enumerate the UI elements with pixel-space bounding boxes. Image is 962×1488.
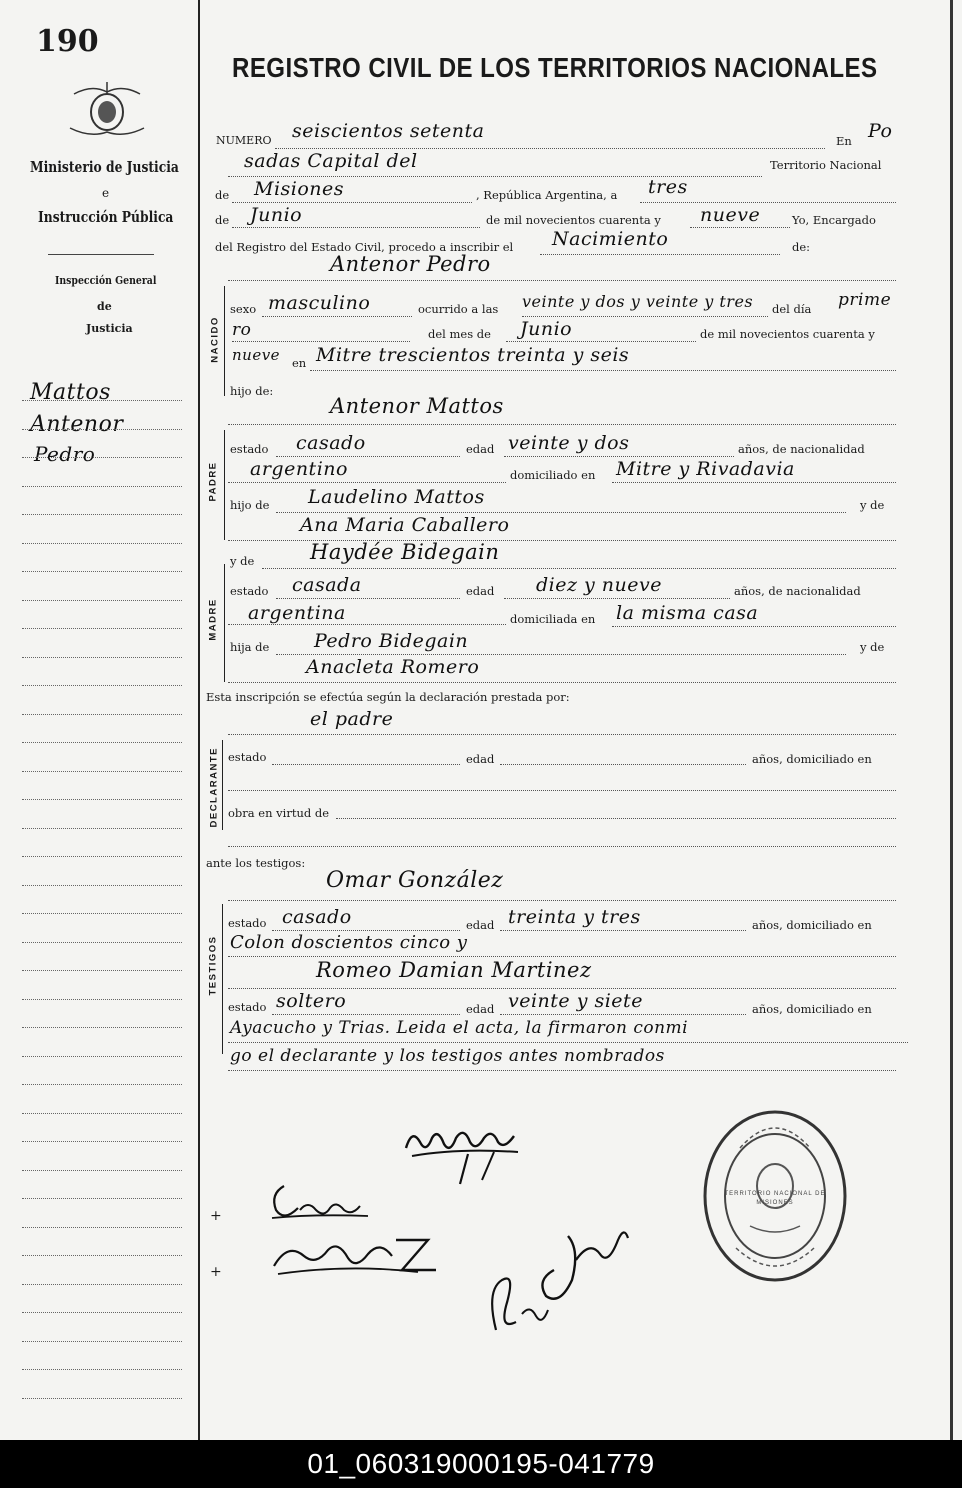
margin-line	[22, 1113, 182, 1114]
signature-declarante	[398, 1108, 528, 1188]
inspection-line-1: Inspección General	[55, 274, 157, 287]
declarante-dom-line	[228, 790, 896, 791]
inspection-line-2: de	[97, 300, 112, 313]
year-label: de mil novecientos cuarenta y	[486, 213, 661, 227]
margin-line	[22, 457, 182, 458]
testigo2-domicilio-value: Ayacucho y Trias. Leida el acta, la firmaron conmi	[230, 1018, 689, 1038]
padre-estado-value: casado	[296, 432, 366, 454]
declarante-extra-line	[228, 846, 896, 847]
declarante-name-line	[228, 734, 896, 735]
margin-line	[22, 771, 182, 772]
testigo1-edad-value: treinta y tres	[508, 906, 641, 928]
margin-line	[22, 1398, 182, 1399]
testigos-intro-label: ante los testigos:	[206, 856, 306, 870]
en-value: Po	[868, 120, 893, 142]
numero-line	[275, 148, 825, 149]
testigo2-estado-line	[272, 1014, 460, 1015]
madre-dom-line	[612, 626, 896, 627]
madre-nac-line	[228, 624, 506, 625]
inspection-line-3: Justicia	[86, 322, 133, 335]
dia-value-1: prime	[838, 290, 892, 310]
margin-line	[22, 742, 182, 743]
signature-testigo-1	[264, 1176, 374, 1228]
padre-edad-label: edad	[466, 442, 495, 456]
territorio-label: Territorio Nacional	[770, 158, 882, 172]
closing-value: go el declarante y los testigos antes nombrados	[230, 1046, 665, 1066]
territory-line	[232, 202, 472, 203]
numero-label: NUMERO	[216, 134, 272, 147]
padre-name: Antenor Mattos	[330, 394, 504, 418]
testigo1-estado-value: casado	[282, 906, 352, 928]
madre-domicilio-value: la misma casa	[616, 602, 759, 624]
padre-hijo-label: hijo de	[230, 498, 270, 512]
sexo-label: sexo	[230, 302, 257, 316]
margin-line	[22, 1141, 182, 1142]
sexo-line	[262, 316, 412, 317]
margin-line	[22, 1227, 182, 1228]
ministry-line-1: Ministerio de Justicia	[30, 158, 179, 176]
testigo1-domicilio-value: Colon doscientos cinco y	[230, 932, 468, 953]
acto-line	[540, 254, 780, 255]
nacido-en-label: en	[292, 356, 307, 370]
margin-line	[22, 628, 182, 629]
madre-abuelo-line	[276, 654, 846, 655]
margin-line	[22, 1341, 182, 1342]
de2-label: de	[215, 213, 230, 227]
testigo2-anios-label: años, domiciliado en	[752, 1002, 872, 1016]
margin-line	[22, 429, 182, 430]
hora-value: veinte y dos y veinte y tres	[522, 292, 754, 311]
en-label: En	[836, 134, 852, 148]
margin-line	[22, 856, 182, 857]
madre-estado-value: casada	[292, 574, 362, 596]
page-title: REGISTRO CIVIL DE LOS TERRITORIOS NACIONALES	[232, 52, 878, 83]
testigo1-estado-line	[272, 930, 460, 931]
page-edge	[950, 0, 953, 1440]
place-value: sadas Capital del	[244, 150, 418, 172]
margin-line	[22, 942, 182, 943]
margin-line	[22, 1255, 182, 1256]
margin-line	[22, 999, 182, 1000]
margin-line	[22, 400, 182, 401]
ocurrido-label: ocurrido a las	[418, 302, 499, 316]
mes-line	[506, 341, 696, 342]
testigo1-edad-line	[500, 930, 746, 931]
margin-line	[22, 1312, 182, 1313]
declarante-intro-label: Esta inscripción se efectúa según la declaración prestada por:	[206, 690, 570, 704]
margin-second-name: Pedro	[34, 442, 96, 466]
padre-domiciliado-label: domiciliado en	[510, 468, 596, 482]
madre-hija-label: hija de	[230, 640, 270, 654]
day-line	[640, 202, 896, 203]
barcode-id: 01_060319000195-041779	[0, 1440, 962, 1488]
madre-anios-label: años, de nacionalidad	[734, 584, 861, 598]
signature-testigo-2	[268, 1226, 448, 1282]
testigo2-edad-label: edad	[466, 1002, 495, 1016]
margin-first-name: Antenor	[30, 412, 124, 437]
declarante-section-label: DECLARANTE	[208, 747, 220, 828]
day-value: tres	[648, 176, 688, 198]
padre-estado-line	[276, 456, 460, 457]
padre-y-de-label: y de	[860, 498, 885, 512]
declarante-estado-label: estado	[228, 750, 267, 764]
margin-line	[22, 1084, 182, 1085]
testigo2-estado-label: estado	[228, 1000, 267, 1014]
declarante-anios-label: años, domiciliado en	[752, 752, 872, 766]
margin-line	[22, 571, 182, 572]
padre-domicilio-value: Mitre y Rivadavia	[616, 458, 795, 480]
anio-label: de mil novecientos cuarenta y	[700, 327, 875, 341]
padre-estado-label: estado	[230, 442, 269, 456]
madre-name-line	[262, 568, 896, 569]
margin-line	[22, 1284, 182, 1285]
margin-line	[22, 799, 182, 800]
ministry-line-2: e	[102, 186, 110, 200]
de-label: de	[215, 188, 230, 202]
testigo2-edad-value: veinte y siete	[508, 990, 643, 1012]
testigo1-name-line	[228, 900, 896, 901]
territory-value: Misiones	[254, 178, 345, 200]
padre-dom-line	[612, 482, 896, 483]
ministry-divider	[48, 254, 154, 255]
hijo-label: hijo de:	[230, 384, 274, 398]
declarante-obra-label: obra en virtud de	[228, 806, 330, 820]
madre-y-de-label: y de	[230, 554, 255, 568]
madre-edad-label: edad	[466, 584, 495, 598]
madre-bracket	[224, 564, 231, 682]
margin-line	[22, 685, 182, 686]
margin-line	[22, 543, 182, 544]
margin-line	[22, 970, 182, 971]
testigos-section-label: TESTIGOS	[207, 935, 219, 996]
margin-line	[22, 486, 182, 487]
testigo1-edad-label: edad	[466, 918, 495, 932]
testigo2-dom-line	[228, 1042, 908, 1043]
margin-line	[22, 828, 182, 829]
padre-abuelo-line	[276, 512, 846, 513]
madre-domiciliada-label: domiciliada en	[510, 612, 596, 626]
testigo2-edad-line	[500, 1014, 746, 1015]
anio-value: nueve	[232, 346, 281, 364]
de3-label: de:	[792, 240, 811, 254]
margin-line	[22, 913, 182, 914]
margin-line	[22, 1369, 182, 1370]
declarante-edad-label: edad	[466, 752, 495, 766]
coat-of-arms-icon	[62, 82, 152, 144]
child-name-line	[228, 280, 896, 281]
testigo1-anios-label: años, domiciliado en	[752, 918, 872, 932]
margin-line	[22, 1198, 182, 1199]
declarante-edad-line	[500, 764, 746, 765]
madre-nacionalidad-value: argentina	[248, 602, 346, 624]
margin-surname: Mattos	[30, 380, 111, 405]
margin-line	[22, 1027, 182, 1028]
folio-number: 190	[36, 24, 99, 59]
madre-abuelo-value: Pedro Bidegain	[314, 630, 469, 652]
padre-section-label: PADRE	[207, 461, 219, 502]
madre-estado-label: estado	[230, 584, 269, 598]
dia-value-2: ro	[232, 320, 252, 340]
margin-line	[22, 1170, 182, 1171]
child-name: Antenor Pedro	[330, 252, 491, 276]
lugar-line	[310, 370, 896, 371]
testigo2-estado-value: soltero	[276, 990, 347, 1012]
signature-encargado	[476, 1210, 636, 1350]
padre-abuela-value: Ana Maria Caballero	[300, 514, 510, 536]
registro-label: del Registro del Estado Civil, procedo a inscribir el	[215, 240, 514, 254]
padre-abuelo-value: Laudelino Mattos	[308, 486, 485, 508]
madre-section-label: MADRE	[207, 598, 219, 641]
month-line	[232, 227, 480, 228]
dia-label: del día	[772, 302, 812, 316]
testigo2-name: Romeo Damian Martinez	[316, 958, 592, 982]
declarante-name: el padre	[310, 708, 394, 730]
testigo2-name-line	[228, 988, 896, 989]
margin-line	[22, 714, 182, 715]
padre-nacionalidad-value: argentino	[250, 458, 348, 480]
republica-label: , República Argentina, a	[476, 188, 618, 202]
margin-line	[22, 514, 182, 515]
madre-edad-line	[504, 598, 730, 599]
plus-mark-2: +	[210, 1264, 222, 1280]
hora-line	[522, 316, 768, 317]
year-value: nueve	[700, 204, 761, 226]
column-divider	[198, 0, 200, 1440]
madre-abuela-line	[228, 682, 896, 683]
madre-edad-value: diez y nueve	[536, 574, 663, 596]
nacido-section-label: NACIDO	[209, 316, 221, 363]
plus-mark-1: +	[210, 1208, 222, 1224]
madre-name: Haydée Bidegain	[310, 540, 500, 564]
month-value: Junio	[250, 204, 303, 226]
declarante-obra-line	[336, 818, 896, 819]
madre-estado-line	[276, 598, 460, 599]
mes-label: del mes de	[428, 327, 491, 341]
year-line	[690, 227, 790, 228]
sexo-value: masculino	[268, 292, 371, 314]
testigo1-estado-label: estado	[228, 916, 267, 930]
margin-line	[22, 1056, 182, 1057]
numero-value: seiscientos setenta	[292, 120, 485, 142]
margin-line	[22, 600, 182, 601]
margin-line	[22, 657, 182, 658]
padre-nac-line	[228, 482, 506, 483]
testigo1-name: Omar González	[326, 868, 504, 893]
madre-y-de-label-2: y de	[860, 640, 885, 654]
padre-edad-value: veinte y dos	[508, 432, 630, 454]
mes-value: Junio	[520, 318, 573, 340]
padre-anios-label: años, de nacionalidad	[738, 442, 865, 456]
closing-line	[228, 1070, 896, 1071]
padre-name-line	[228, 424, 896, 425]
acto-value: Nacimiento	[552, 228, 669, 250]
ministry-line-3: Instrucción Pública	[38, 208, 174, 226]
declarante-estado-line	[272, 764, 460, 765]
madre-abuela-value: Anacleta Romero	[306, 656, 480, 678]
margin-line	[22, 885, 182, 886]
stamp-text: TERRITORIO NACIONAL DE MISIONES	[724, 1191, 826, 1206]
encargado-label: Yo, Encargado	[792, 213, 876, 227]
padre-edad-line	[504, 456, 734, 457]
testigo1-dom-line	[228, 956, 896, 957]
lugar-value: Mitre trescientos treinta y seis	[316, 344, 630, 366]
dia-line	[232, 341, 410, 342]
